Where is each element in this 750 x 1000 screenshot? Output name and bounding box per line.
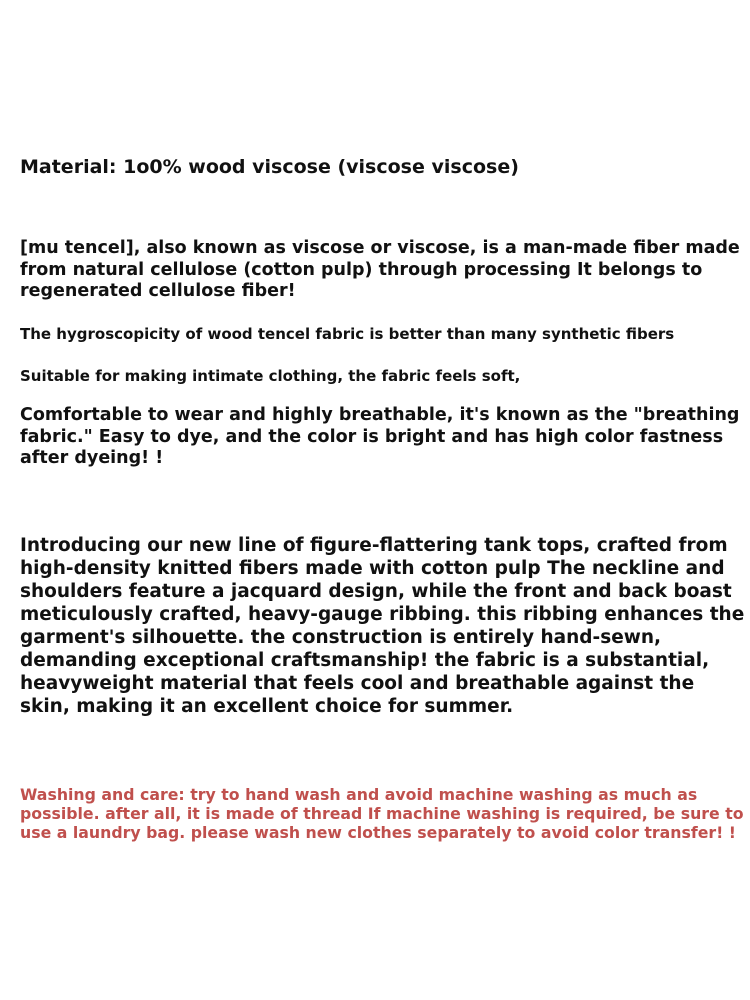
- tencel-line: regenerated cellulose fiber!: [20, 281, 296, 301]
- care-instructions: [20, 785, 744, 842]
- hygroscopicity-note: The hygroscopicity of wood tencel fabric is better than many synthetic fibers: [20, 325, 675, 343]
- comfort-description: [20, 405, 739, 470]
- care-line: Washing and care: try to hand wash and avoid machine washing as much as: [20, 785, 698, 804]
- tencel-line: [mu tencel], also known as viscose or viscose, is a man-made fiber made: [20, 238, 740, 258]
- care-line: possible. after all, it is made of thread If machine washing is required, be sure to: [20, 804, 744, 823]
- intro-line: high-density knitted fibers made with cotton pulp The neckline and: [20, 558, 725, 579]
- intro-line: demanding exceptional craftsmanship! the fabric is a substantial,: [20, 650, 710, 671]
- tencel-description: [20, 238, 740, 303]
- care-line: use a laundry bag. please wash new clothes separately to avoid color transfer! !: [20, 823, 736, 842]
- comfort-line: Comfortable to wear and highly breathable, it's known as the "breathing: [20, 405, 740, 425]
- tencel-line: from natural cellulose (cotton pulp) through processing It belongs to: [20, 259, 703, 280]
- intro-line: meticulously crafted, heavy-gauge ribbing. this ribbing enhances the: [20, 604, 745, 625]
- intro-line: heavyweight material that feels cool and breathable against the: [20, 673, 695, 694]
- suitability-note: Suitable for making intimate clothing, the fabric feels soft,: [20, 367, 521, 385]
- comfort-line: fabric." Easy to dye, and the color is bright and has high color fastness: [20, 426, 724, 447]
- material-heading: Material: 1o0% wood viscose (viscose viscose): [20, 156, 519, 178]
- intro-line: shoulders feature a jacquard design, while the front and back boast: [20, 581, 732, 602]
- intro-line: Introducing our new line of figure-flattering tank tops, crafted from: [20, 535, 728, 556]
- intro-line: garment's silhouette. the construction is entirely hand-sewn,: [20, 627, 662, 648]
- intro-line: skin, making it an excellent choice for summer.: [20, 696, 514, 717]
- comfort-line: after dyeing! !: [20, 448, 164, 468]
- product-introduction: [20, 534, 744, 718]
